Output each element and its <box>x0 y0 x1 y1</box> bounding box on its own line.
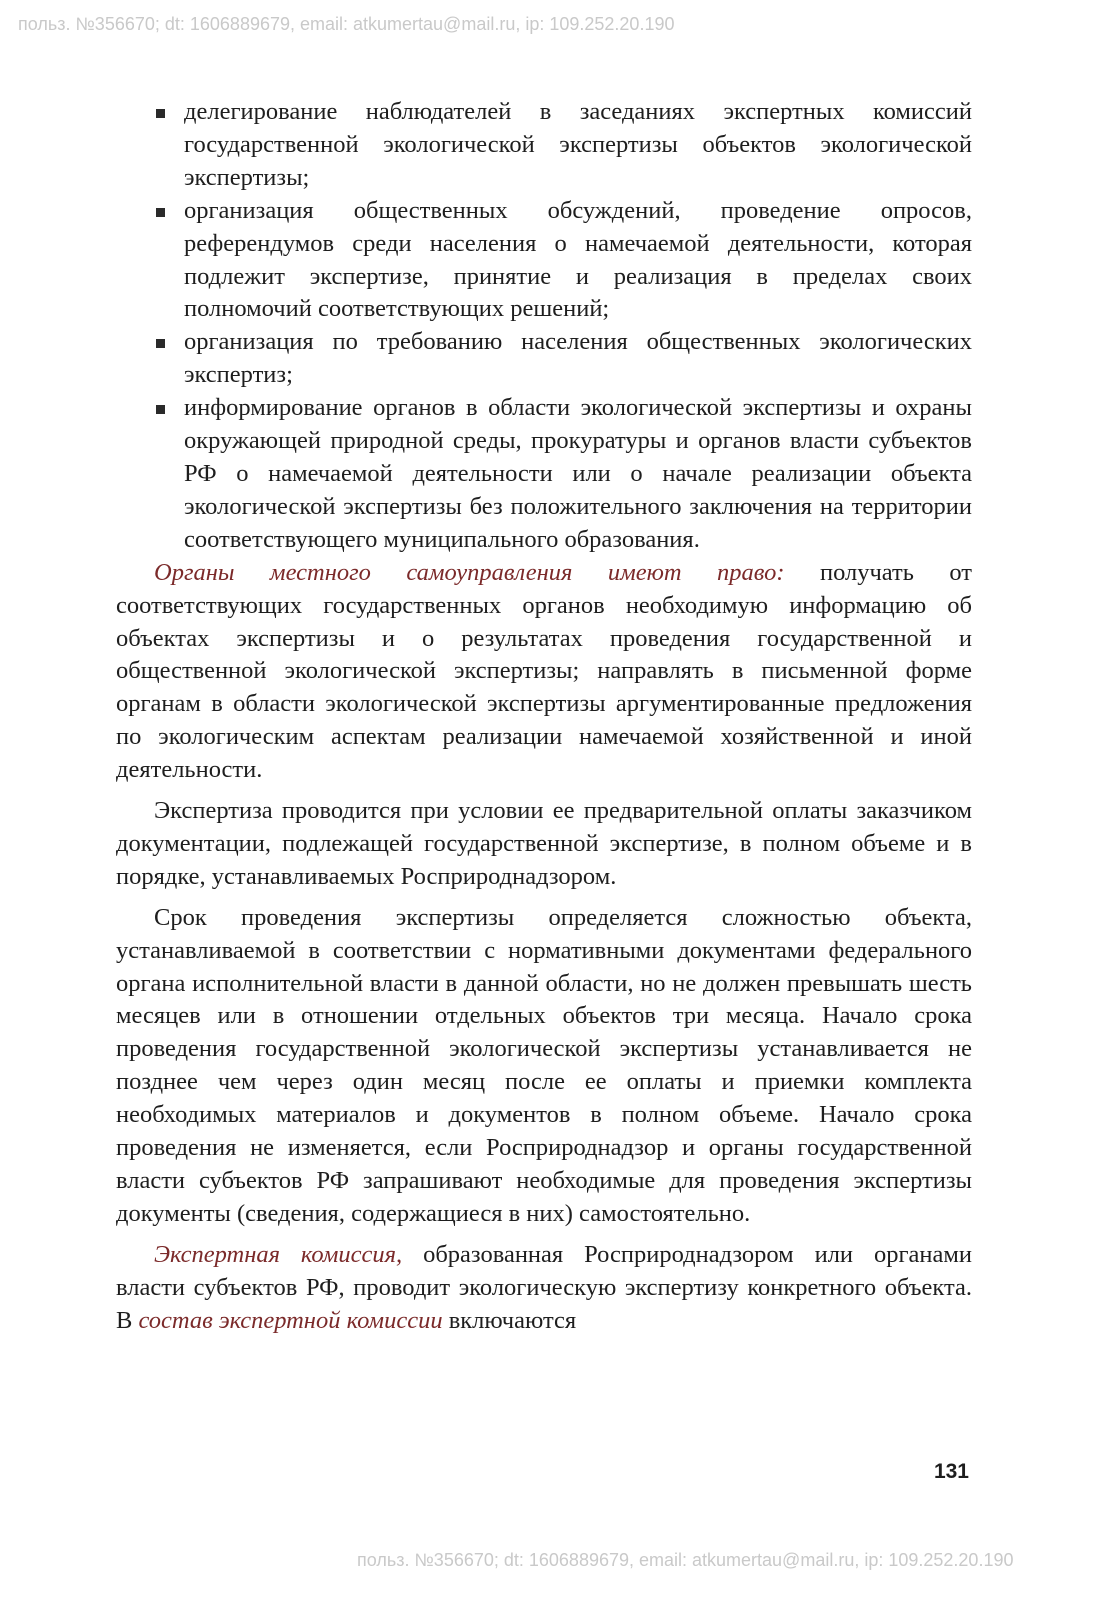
watermark-bottom: польз. №356670; dt: 1606889679, email: atkumertau@mail.ru, ip: 109.252.20.190 <box>357 1550 1014 1570</box>
paragraph-payment: Экспертиза проводится при условии ее предварительной оплаты заказчиком документации, подлежащей государственной экспертизе, в полном объеме и в порядке, устанавливаемых Росприроднадзором. <box>116 797 972 890</box>
list-item-text: делегирование наблюдателей в заседаниях экспертных комиссий государственной экологической экспертизы объектов экологической экспертизы; <box>184 98 972 191</box>
list-item <box>116 326 972 392</box>
paragraph-local-authorities-rights <box>116 557 972 787</box>
paragraph-text-tail: включаются <box>442 1306 577 1334</box>
page-body <box>116 96 972 1338</box>
square-bullet-icon <box>156 339 165 348</box>
list-item-text: организация по требованию населения общественных экологических экспертиз; <box>184 328 972 389</box>
square-bullet-icon <box>156 109 165 118</box>
term-local-authorities: Органы местного самоуправления имеют право: <box>154 558 785 586</box>
bullet-list <box>116 96 972 557</box>
paragraph-text: получать от соответствующих государственных органов необходимую информацию об объектах экспертизы и о результатах проведения государственной и общественной экологической экспертизы; направлять в письменной форме органам в области экологической экспертизы аргументированные предложения по экологическим аспектам реализации намечаемой хозяйственной и иной деятельности. <box>116 558 972 784</box>
page-number: 131 <box>933 1460 969 1483</box>
list-item <box>116 392 972 557</box>
term-expert-commission: Экспертная комиссия, <box>154 1240 403 1268</box>
paragraph-text: образованная Росприроднадзором или органами власти субъектов РФ, проводит экологическую экспертизу конкретного объекта. В <box>116 1240 972 1334</box>
square-bullet-icon <box>156 208 165 217</box>
watermark-top: польз. №356670; dt: 1606889679, email: atkumertau@mail.ru, ip: 109.252.20.190 <box>18 14 675 34</box>
paragraph-expert-commission <box>116 1239 972 1338</box>
paragraph-duration: Срок проведения экспертизы определяется сложностью объекта, устанавливаемой в соответствии с нормативными документами федерального органа исполнительной власти в данной области, но не должен превышать шесть месяцев или в отношении отдельных объектов три месяца. Начало срока проведения государственной экологической экспертизы устанавливается не позднее чем через один месяц после ее оплаты и приемки комплекта необходимых материалов и документов в полном объеме. Начало срока проведения не изменяется, если Росприроднадзор и органы государственной власти субъектов РФ запрашивают необходимые для проведения экспертизы документы (сведения, содержащиеся в них) самостоятельно. <box>116 903 972 1227</box>
square-bullet-icon <box>156 405 165 414</box>
list-item-text: информирование органов в области экологической экспертизы и охраны окружающей природной среды, прокуратуры и органов власти субъектов РФ о намечаемой деятельности или о начале реализации объекта экологической экспертизы без положительного заключения на территории соответствующего муниципального образования. <box>184 394 972 553</box>
term-commission-composition: состав экспертной комиссии <box>138 1306 443 1334</box>
list-item <box>116 96 972 195</box>
list-item <box>116 195 972 327</box>
list-item-text: организация общественных обсуждений, проведение опросов, референдумов среди населения о намечаемой деятельности, которая подлежит экспертизе, принятие и реализация в пределах своих полномочий соответствующих решений; <box>184 196 972 323</box>
